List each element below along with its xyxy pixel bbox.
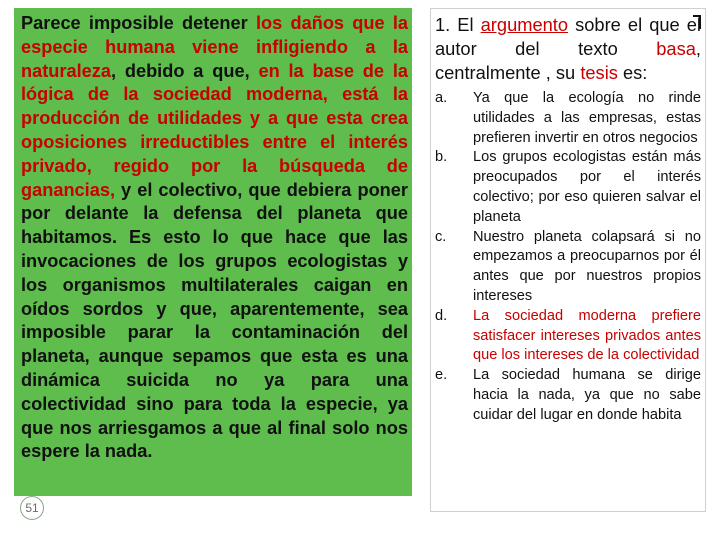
option-letter: b. — [435, 149, 448, 166]
option-letter: e. — [435, 367, 448, 384]
passage-panel — [14, 8, 412, 496]
option-text: Nuestro planeta colapsará si no empezamos a preocuparnos por él antes que por nuestros propios intereses — [473, 228, 701, 304]
passage-part-1: Parece imposible detener — [21, 13, 256, 33]
option-text: Los grupos ecologistas están más preocupados por el interés colectivo; por eso quieren salvar el planeta — [473, 149, 701, 225]
corner-mark — [693, 15, 701, 29]
option-text: La sociedad humana se dirige hacia la nada, ya que no sabe cuidar del lugar en donde habita — [473, 367, 701, 423]
question-panel — [430, 8, 706, 512]
option-letter: c. — [435, 228, 447, 245]
question-text — [435, 13, 701, 85]
answer-options — [435, 89, 701, 426]
passage-part-5: y el colectivo, que debiera poner por delante la defensa del planeta que habitamos. Es esto lo que hace que las invocaciones de los grupos ecologistas y los organismos multilaterales caigan en oídos sordos y que, aparentemente, sea imposible parar la contaminación del planeta, aunque sepamos que esta es una dinámica suicida no ya para una colectividad sino para toda la especie, ya que nos arriesgamos a que al final solo nos espere la nada. — [21, 179, 408, 462]
option-d[interactable] — [435, 307, 701, 366]
question-tesis: tesis — [580, 62, 618, 83]
question-basa: basa — [656, 38, 696, 59]
option-a[interactable] — [435, 89, 701, 148]
option-letter: a. — [435, 90, 448, 106]
passage-text — [21, 12, 408, 464]
option-e[interactable] — [435, 366, 701, 425]
option-text-highlight: La sociedad moderna prefiere satisfacer intereses privados antes que los intereses de la colectividad — [473, 307, 701, 364]
option-b[interactable] — [435, 148, 701, 227]
page-number-badge: 51 — [20, 496, 44, 520]
passage-part-4-highlight: en la base de la lógica de la sociedad moderna, está la producción de utilidades y a que esta crea oposiciones irreductibles entre el interés privado, regido por la búsqueda de ganancias, — [21, 60, 409, 200]
question-prefix: 1. El — [435, 14, 481, 35]
passage-part-2-highlight: los daños que la especie humana viene infligiendo a la naturaleza — [21, 13, 409, 81]
passage-part-3: , debido a que, — [110, 60, 259, 81]
question-argumento: argumento — [480, 14, 569, 35]
option-text: Ya que la ecología no rinde utilidades a las empresas, estas prefieren invertir en otros negocios — [473, 90, 701, 146]
question-suffix: es: — [617, 62, 648, 83]
question-middle2: , centralmente , su — [435, 38, 701, 83]
question-middle: sobre el que el autor del texto — [435, 14, 701, 59]
option-letter: d. — [435, 307, 448, 324]
option-c[interactable] — [435, 228, 701, 307]
